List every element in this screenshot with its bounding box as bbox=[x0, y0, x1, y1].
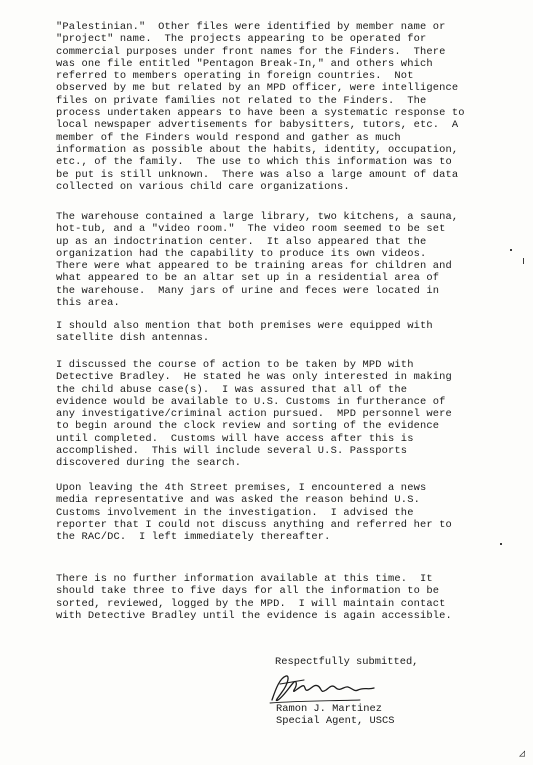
text-line: process undertaken appears to have been a systematic response to bbox=[56, 107, 465, 120]
text-line: The warehouse contained a large library, two kitchens, a sauna, bbox=[56, 211, 459, 223]
text-line: "project" name. The projects appearing to be operated for bbox=[56, 33, 427, 46]
text-line: the warehouse. Many jars of urine and feces were located in bbox=[56, 284, 440, 297]
text-line: the RAC/DC. I left immediately thereafter. bbox=[56, 531, 331, 544]
paragraph-media bbox=[56, 482, 526, 543]
text-line: organization had the capability to produce its own videos. bbox=[56, 247, 427, 260]
text-line: media representative and was asked the reason behind U.S. bbox=[56, 494, 420, 507]
text-line: evidence would be available to U.S. Customs in furtherance of bbox=[56, 395, 446, 408]
paragraph-satellite bbox=[56, 320, 526, 345]
scan-edge-mark bbox=[523, 258, 524, 264]
scan-edge-mark bbox=[510, 249, 512, 251]
text-line: collected on various child care organizations. bbox=[56, 180, 350, 193]
text-line: files on private families not related to the Finders. The bbox=[56, 94, 427, 107]
handwritten-signature bbox=[264, 670, 404, 706]
text-line: commercial purposes under front names for the Finders. There bbox=[56, 45, 446, 58]
text-line: any investigative/criminal action pursued. MPD personnel were bbox=[56, 408, 452, 421]
paragraph-course-of-action bbox=[56, 359, 526, 470]
text-line: etc., of the family. The use to which this information was to bbox=[56, 156, 452, 169]
page-corner-mark: ◿ bbox=[519, 749, 526, 760]
paragraph-conclusion bbox=[56, 573, 526, 622]
paragraph-files bbox=[56, 21, 526, 193]
text-line: observed by me but related by an MPD officer, were intelligence bbox=[56, 82, 459, 95]
text-line: with Detective Bradley until the evidence is again accessible. bbox=[56, 609, 452, 622]
text-line: until completed. Customs will have access after this is bbox=[56, 432, 414, 445]
text-line: to begin around the clock review and sorting of the evidence bbox=[56, 420, 440, 433]
text-line: was one file entitled "Pentagon Break-In," and others which bbox=[56, 57, 433, 70]
text-line: discovered during the search. bbox=[56, 457, 242, 470]
text-line: sorted, reviewed, logged by the MPD. I will maintain contact bbox=[56, 597, 446, 610]
text-line: be put is still unknown. There was also a large amount of data bbox=[56, 168, 459, 181]
text-line: Upon leaving the 4th Street premises, I encountered a news bbox=[56, 482, 427, 494]
text-line: information as possible about the habits, identity, occupation, bbox=[56, 143, 459, 156]
text-line: what appeared to be an altar set up in a residential area of bbox=[56, 272, 440, 285]
text-line: satellite dish antennas. bbox=[56, 332, 210, 345]
scan-edge-mark bbox=[500, 543, 502, 545]
text-line: There were what appeared to be training areas for children and bbox=[56, 260, 452, 273]
text-line: "Palestinian." Other files were identified by member name or bbox=[56, 21, 446, 33]
text-line: I should also mention that both premises were equipped with bbox=[56, 320, 433, 332]
text-line: local newspaper advertisements for babysitters, tutors, etc. A bbox=[56, 119, 459, 132]
text-line: Detective Bradley. He stated he was only interested in making bbox=[56, 371, 452, 384]
text-line: accomplished. This will include several U.S. Passports bbox=[56, 445, 408, 458]
text-line: reporter that I could not discuss anything and referred her to bbox=[56, 518, 452, 531]
text-line: the child abuse case(s). I was assured that all of the bbox=[56, 383, 408, 396]
signature-block bbox=[276, 703, 394, 728]
paragraph-warehouse bbox=[56, 211, 526, 309]
text-line: this area. bbox=[56, 297, 120, 310]
signer-name: Ramon J. Martinez bbox=[276, 703, 383, 715]
signer-title: Special Agent, USCS bbox=[276, 715, 395, 728]
closing-salutation: Respectfully submitted, bbox=[275, 656, 419, 668]
text-line: There is no further information available at this time. It bbox=[56, 573, 433, 585]
text-line: hot-tub, and a "video room." The video room seemed to be set bbox=[56, 223, 446, 236]
text-line: member of the Finders would respond and gather as much bbox=[56, 131, 401, 144]
text-line: I discussed the course of action to be taken by MPD with bbox=[56, 359, 414, 371]
text-line: referred to members operating in foreign countries. Not bbox=[56, 70, 414, 83]
text-line: Customs involvement in the investigation. I advised the bbox=[56, 506, 414, 519]
text-line: should take three to five days for all the information to be bbox=[56, 585, 440, 598]
text-line: up as an indoctrination center. It also appeared that the bbox=[56, 235, 427, 248]
